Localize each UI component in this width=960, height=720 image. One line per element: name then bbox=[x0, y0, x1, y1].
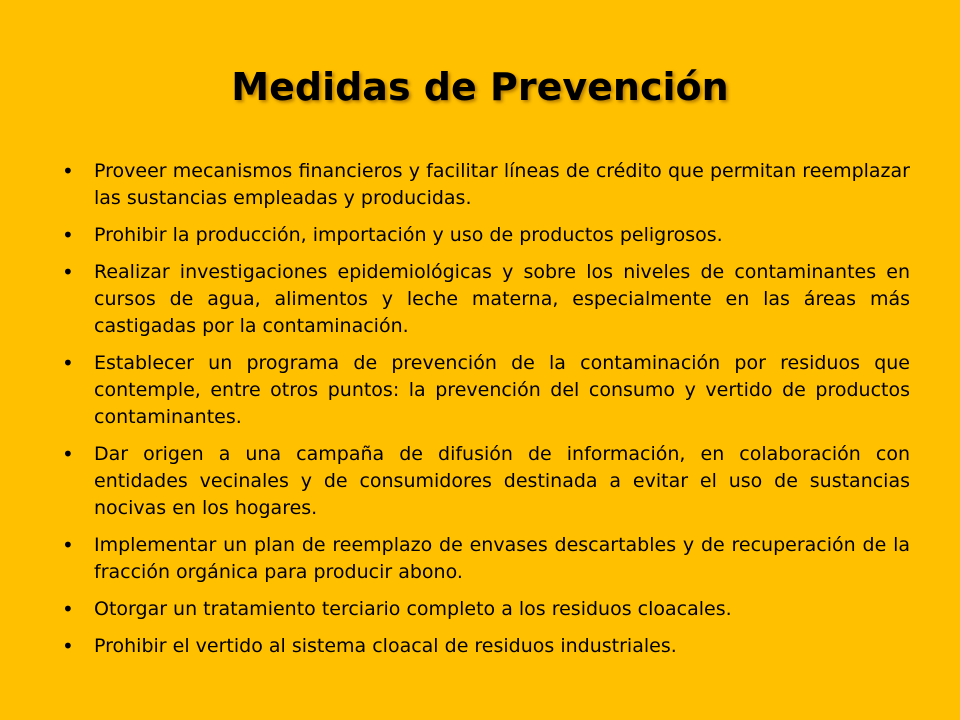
slide-title: Medidas de Prevención bbox=[231, 65, 729, 109]
bullet-text: Realizar investigaciones epidemiológicas y sobre los niveles de contaminantes en cursos de agua, alimentos y leche materna, especialmente en las áreas más castigadas por la contaminación. bbox=[94, 261, 910, 337]
bullet-item bbox=[62, 596, 910, 623]
bullet-dot: • bbox=[62, 159, 74, 183]
bullet-item bbox=[62, 532, 910, 586]
bullet-item bbox=[62, 633, 910, 660]
bullet-item bbox=[62, 259, 910, 340]
bullet-dot: • bbox=[62, 442, 74, 466]
bullet-dot: • bbox=[62, 597, 74, 621]
bullet-text: Implementar un plan de reemplazo de envases descartables y de recuperación de la fracción orgánica para producir abono. bbox=[94, 534, 910, 583]
bullet-item bbox=[62, 441, 910, 522]
bullet-text: Dar origen a una campaña de difusión de información, en colaboración con entidades vecinales y de consumidores destinada a evitar el uso de sustancias nocivas en los hogares. bbox=[94, 443, 910, 519]
bullet-list bbox=[62, 158, 910, 670]
bullet-dot: • bbox=[62, 223, 74, 247]
bullet-dot: • bbox=[62, 351, 74, 375]
bullet-dot: • bbox=[62, 533, 74, 557]
bullet-text: Prohibir el vertido al sistema cloacal de residuos industriales. bbox=[94, 635, 677, 657]
bullet-text: Proveer mecanismos financieros y facilitar líneas de crédito que permitan reemplazar las sustancias empleadas y producidas. bbox=[94, 160, 910, 209]
bullet-item bbox=[62, 350, 910, 431]
bullet-dot: • bbox=[62, 634, 74, 658]
bullet-item bbox=[62, 222, 910, 249]
bullet-dot: • bbox=[62, 260, 74, 284]
bullet-item bbox=[62, 158, 910, 212]
bullet-text: Otorgar un tratamiento terciario completo a los residuos cloacales. bbox=[94, 598, 732, 620]
bullet-text: Establecer un programa de prevención de la contaminación por residuos que contemple, entre otros puntos: la prevención del consumo y vertido de productos contaminantes. bbox=[94, 352, 910, 428]
bullet-text: Prohibir la producción, importación y uso de productos peligrosos. bbox=[94, 224, 723, 246]
